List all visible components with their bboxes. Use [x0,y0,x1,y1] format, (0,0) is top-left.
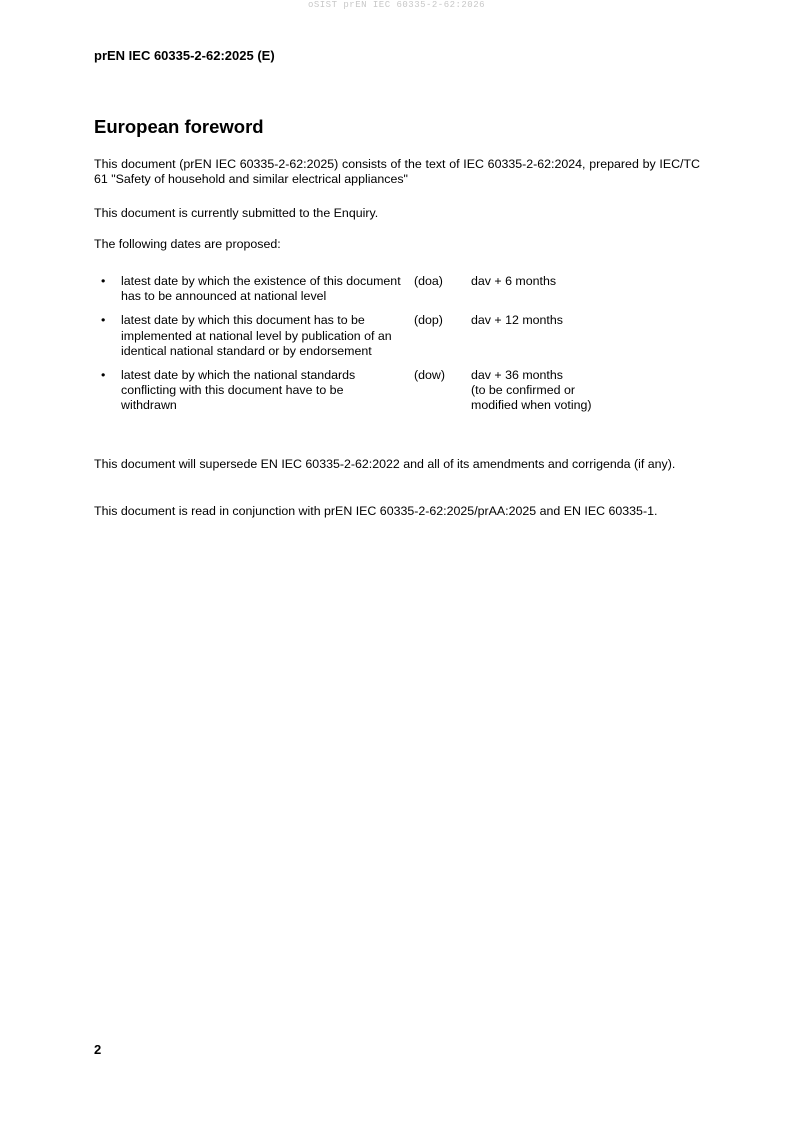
date-code: (dow) [414,368,445,383]
date-description: latest date by which the existence of this document has to be announced at national level [121,274,401,304]
date-row-dow [94,368,700,414]
date-value-note: modified when voting) [471,398,592,413]
section-title: European foreword [94,116,264,137]
dates-intro-paragraph: The following dates are proposed: [94,237,281,251]
page-number: 2 [94,1042,102,1057]
date-row-doa [94,274,700,304]
date-description: latest date by which this document has to be implemented at national level by publication of an identical national standard or by endorsement [121,313,392,358]
watermark: oSIST prEN IEC 60335-2-62:2026 [307,0,486,10]
bullet: • [101,313,106,328]
date-code: (doa) [414,274,443,288]
document-id-header: prEN IEC 60335-2-62:2025 (E) [94,48,275,63]
enquiry-paragraph: This document is currently submitted to the Enquiry. [94,206,379,220]
supersede-paragraph: This document will supersede EN IEC 60335-2-62:2022 and all of its amendments and corrigenda (if any). [94,457,676,471]
bullet: • [101,368,106,383]
date-row-dop [94,313,700,359]
date-value [471,313,671,328]
proposed-dates-list [94,274,700,423]
date-code: (dop) [414,313,443,328]
date-description: latest date by which the national standards conflicting with this document have to be withdrawn [121,368,356,413]
conjunction-paragraph: This document is read in conjunction with prEN IEC 60335-2-62:2025/prAA:2025 and EN IEC 60335-1. [94,504,658,518]
date-value-main: dav + 12 months [471,313,563,328]
date-value [471,274,671,289]
intro-paragraph: This document (prEN IEC 60335-2-62:2025) consists of the text of IEC 60335-2-62:2024, prepared by IEC/TC 61 "Safety of household and similar electrical appliances" [94,157,700,187]
date-value-main: dav + 6 months [471,274,557,288]
date-value-note: (to be confirmed or [471,383,575,398]
bullet: • [101,274,106,288]
date-value [471,368,671,414]
date-value-main: dav + 36 months [471,368,563,383]
